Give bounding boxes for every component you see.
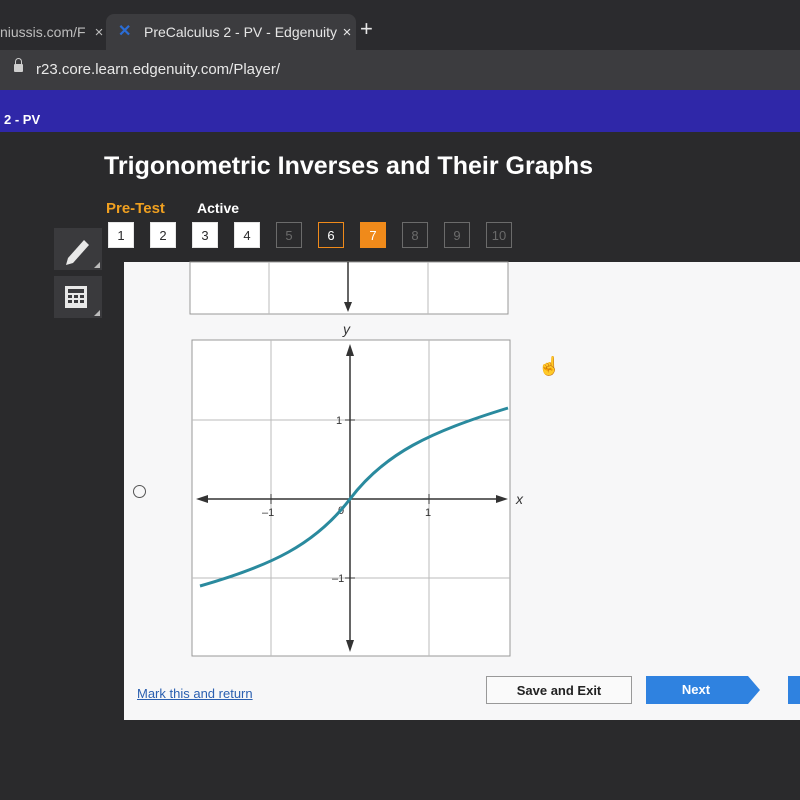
next-side-button[interactable] [788,676,800,704]
x-tick-label: 1 [425,507,432,519]
url-text[interactable]: r23.core.learn.edgenuity.com/Player/ [36,61,281,78]
tab-close-icon[interactable]: × [94,23,104,41]
option-graph[interactable] [192,321,524,656]
tab-label: PreCalculus 2 - PV - Edgenuity [144,24,337,40]
question-button-3[interactable]: 3 [192,222,218,248]
question-button-4[interactable]: 4 [234,222,260,248]
activity-type: Pre-Test [106,200,165,217]
lesson-title: Trigonometric Inverses and Their Graphs [104,152,594,180]
x-axis-label: x [516,491,523,507]
next-button[interactable] [646,676,760,704]
y-tick-label: 1 [336,415,343,427]
edgenuity-favicon-icon: ✕ [118,23,132,40]
activity-status: Active [197,200,240,216]
question-button-8[interactable]: 8 [402,222,428,248]
y-axis-label: y [343,321,350,337]
question-button-9[interactable]: 9 [444,222,470,248]
save-and-exit-button[interactable]: Save and Exit [486,676,632,704]
question-button-1[interactable]: 1 [108,222,134,248]
x-tick-label: –1 [262,507,275,519]
question-button-2[interactable]: 2 [150,222,176,248]
next-button-label: Next [681,682,711,697]
new-tab-button[interactable]: + [360,16,373,41]
y-tick-label: –1 [332,573,345,585]
answer-option-radio[interactable] [133,485,146,498]
hand-cursor-icon: ☝ [538,356,561,376]
mark-and-return-link[interactable]: Mark this and return [137,686,253,701]
origin-label: 0 [338,505,345,517]
question-button-5[interactable]: 5 [276,222,302,248]
question-button-7[interactable]: 7 [360,222,386,248]
question-button-10[interactable]: 10 [486,222,512,248]
course-name: 2 - PV [4,112,41,127]
tab-close-icon[interactable]: × [342,23,352,41]
question-button-6[interactable]: 6 [318,222,344,248]
previous-option-graph [190,262,508,314]
tab-label: niussis.com/F [0,24,86,40]
